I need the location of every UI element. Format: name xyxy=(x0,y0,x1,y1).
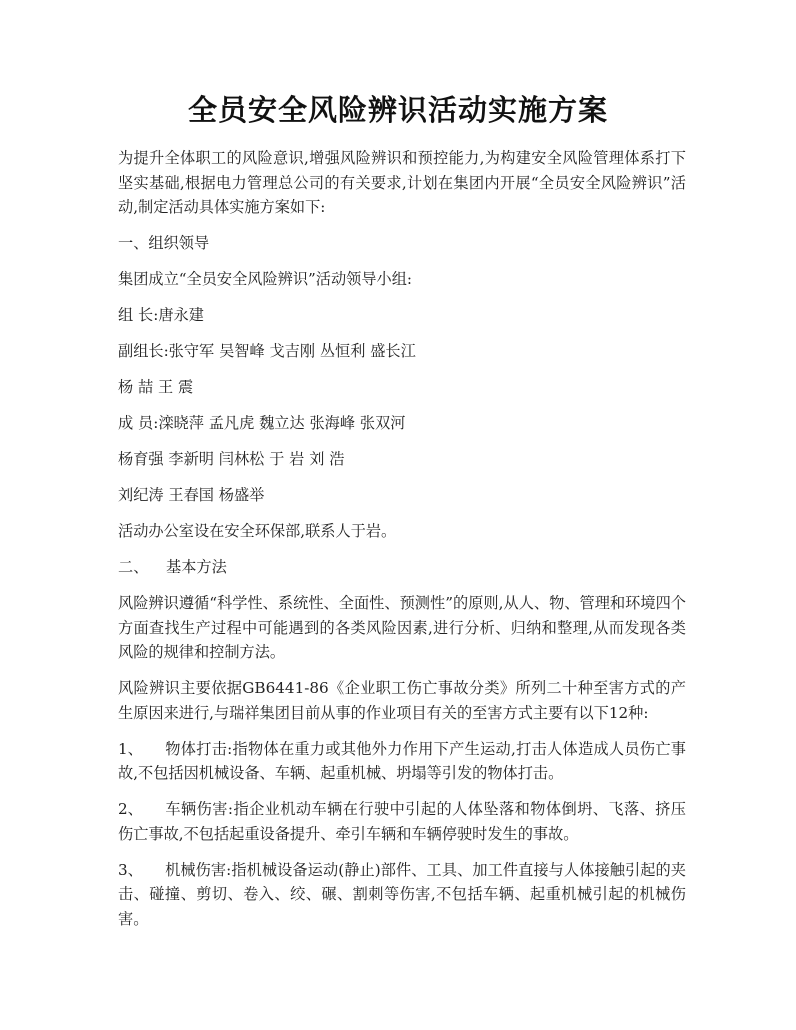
leader-line: 组 长:唐永建 xyxy=(118,306,204,324)
deputy-leaders-line-1: 副组长:张守军 吴智峰 戈吉刚 丛恒利 盛长江 xyxy=(118,342,416,360)
method-paragraph: 风险辨识遵循“科学性、系统性、全面性、预测性”的原则,从人、物、管理和环境四个方面查找生产过程中可能遇到的各类风险因素,进行分析、归纳和整理,从而发现各类风险的规律和控制方法。 xyxy=(118,594,686,661)
list-item-number: 1、 xyxy=(118,739,143,758)
section-2-number: 二、 xyxy=(118,558,149,576)
list-item-text: 车辆伤害:指企业机动车辆在行驶中引起的人体坠落和物体倒坍、飞落、挤压伤亡事故,不包括起重设备提升、牵引车辆和车辆停驶时发生的事故。 xyxy=(118,800,686,843)
office-contact-line: 活动办公室设在安全环保部,联系人于岩。 xyxy=(118,522,397,540)
basis-paragraph: 风险辨识主要依据GB6441-86《企业职工伤亡事故分类》所列二十种至害方式的产生原因来进行,与瑞祥集团目前从事的作业项目有关的至害方式主要有以下12种: xyxy=(118,679,686,722)
list-item xyxy=(118,797,686,846)
members-line-1: 成 员:滦晓萍 孟凡虎 魏立达 张海峰 张双河 xyxy=(118,414,406,432)
group-intro-paragraph: 集团成立“全员安全风险辨识”活动领导小组: xyxy=(118,270,413,288)
list-item-text: 机械伤害:指机械设备运动(静止)部件、工具、加工件直接与人体接触引起的夹击、碰撞、剪切、卷入、绞、碾、割刺等伤害,不包括车辆、起重机械引起的机械伤害。 xyxy=(118,860,686,928)
section-2-title: 基本方法 xyxy=(166,558,227,576)
document-body xyxy=(118,146,686,943)
section-2-heading xyxy=(118,555,686,580)
list-item xyxy=(118,737,686,786)
section-1-heading: 一、组织领导 xyxy=(118,234,210,252)
list-item-text: 物体打击:指物体在重力或其他外力作用下产生运动,打击人体造成人员伤亡事故,不包括因机械设备、车辆、起重机械、坍塌等引发的物体打击。 xyxy=(118,739,686,782)
intro-paragraph: 为提升全体职工的风险意识,增强风险辨识和预控能力,为构建安全风险管理体系打下坚实基础,根据电力管理总公司的有关要求,计划在集团内开展“全员安全风险辨识”活动,制定活动具体实施方案如下: xyxy=(118,149,686,216)
document-title: 全员安全风险辨识活动实施方案 xyxy=(187,93,608,127)
list-item-number: 2、 xyxy=(118,800,143,818)
members-line-2: 杨育强 李新明 闫林松 于 岩 刘 浩 xyxy=(118,450,345,468)
list-item-number: 3、 xyxy=(118,860,143,879)
deputy-leaders-line-2: 杨 喆 王 震 xyxy=(118,378,194,396)
members-line-3: 刘纪涛 王春国 杨盛举 xyxy=(118,486,265,504)
list-item xyxy=(118,858,686,932)
